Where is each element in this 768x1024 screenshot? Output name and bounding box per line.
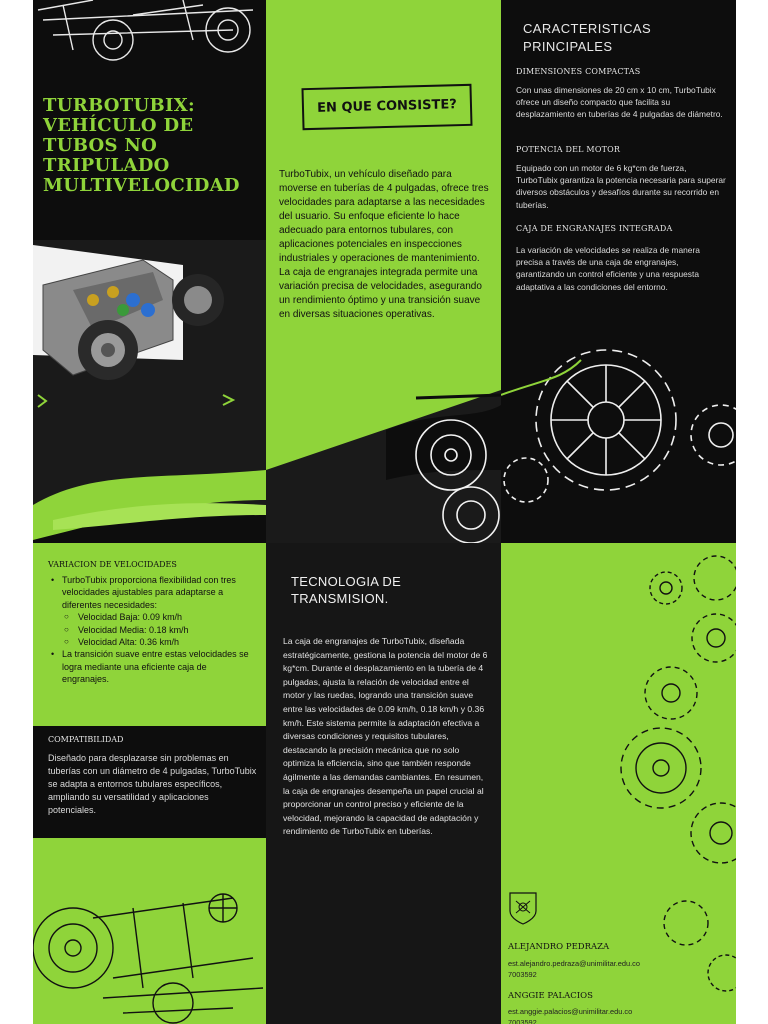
author-code: 7003592 (508, 970, 537, 979)
cover-title: TURBOTUBIX: VEHÍCULO DE TUBOS NO TRIPULADO MULTIVELOCIDAD (43, 95, 240, 196)
author-email: est.alejandro.pedraza@unimilitar.edu.co (508, 959, 640, 968)
caracteristicas-panel (501, 0, 736, 543)
list-item: ○ Velocidad Baja: 0.09 km/h (50, 611, 255, 623)
list-item: ○ Velocidad Alta: 0.36 km/h (50, 636, 255, 648)
cover-panel (33, 0, 266, 543)
cover-illustration (33, 0, 266, 543)
consiste-body: TurboTubix, un vehículo diseñado para moverse en tuberías de 4 pulgadas, ofrece tres velocidades para adaptarse a las necesidades del usuario. Su enfoque eficiente lo hace adecuado para entornos tubulares, con aplicaciones potenciales en inspecciones industriales y operaciones de mantenimiento. La caja de engranajes integrada permite una variación precisa de velocidades, asegurando un rendimiento óptimo y una transición suave en diversas situaciones operativas. (279, 169, 489, 320)
consiste-panel (266, 0, 501, 543)
velocidades-heading: VARIACION DE VELOCIDADES (48, 560, 177, 569)
compatibilidad-heading: COMPATIBILIDAD (48, 735, 124, 744)
feature-text-caja: La variación de velocidades se realiza de manera precisa a través de una caja de engranajes, garantizando un control eficiente y una respuesta adaptativa a las condiciones del entorno. (516, 245, 700, 292)
consiste-heading-box (301, 84, 472, 130)
autores-panel (501, 543, 736, 1024)
tecnologia-title: TECNOLOGIA DE TRANSMISION. (291, 574, 402, 606)
feature-text-motor: Equipado con un motor de 6 kg*cm de fuerza, TurboTubix garantiza la potencia necesaria para superar diversos obstáculos y desafíos durante su recorrido en tuberías. (516, 163, 726, 210)
list-item: • La transición suave entre estas velocidades se logra mediante una eficiente caja de engranajes. (50, 648, 255, 685)
tecnologia-panel (266, 543, 501, 1024)
feature-heading-motor: POTENCIA DEL MOTOR (516, 145, 621, 154)
compatibilidad-box (33, 726, 266, 838)
caracteristicas-title: CARACTERISTICAS PRINCIPALES (523, 21, 652, 54)
compatibilidad-text: Diseñado para desplazarse sin problemas en tuberías con un diámetro de 4 pulgadas, TurboTubix se adapta a entornos tubulares específicos, ampliando su versatilidad y aplicaciones potenciales. (48, 753, 257, 815)
velocidades-panel (33, 543, 266, 1024)
list-item: ○ Velocidad Media: 0.18 km/h (50, 624, 255, 636)
feature-heading-dimensiones: DIMENSIONES COMPACTAS (516, 67, 641, 76)
university-seal-icon (508, 891, 538, 925)
feature-heading-caja: CAJA DE ENGRANAJES INTEGRADA (516, 224, 673, 233)
tecnologia-body: La caja de engranajes de TurboTubix, diseñada estratégicamente, gestiona la potencia del motor de 6 kg*cm. Durante el desplazamiento en la tubería de 4 pulgadas, ajusta la relación de velocidad entre el motor y las ruedas, logrando una transición suave entre las velocidades de 0.09 km/h, 0.18 km/h y 0.36 km/h. Este sistema permite la adaptación efectiva a diversas condiciones y requisitos tubulares, destacando la precisión mecánica que no solo optimiza la eficiencia, sino que también responde ágilmente a las demandas cambiantes. En resumen, la caja de engranajes desempeña un papel crucial al proporcionar un control preciso y eficiente de la velocidad, mejorando la capacidad de adaptación y rendimiento de TurboTubix en tuberías. (283, 636, 488, 837)
list-item: • TurboTubix proporciona flexibilidad con tres velocidades ajustables para adaptarse a diferentes necesidades: (50, 574, 255, 611)
author-code: 7003592 (508, 1018, 537, 1024)
feature-text-dimensiones: Con unas dimensiones de 20 cm x 10 cm, TurboTubix ofrece un diseño compacto que facilita su desplazamiento en tuberías de 4 pulgadas de diámetro. (516, 85, 723, 120)
author-email: est.anggie.palacios@unimilitar.edu.co (508, 1007, 633, 1016)
author-name: ANGGIE PALACIOS (508, 991, 593, 1001)
consiste-heading: EN QUE CONSISTE? (317, 97, 457, 116)
author-name: ALEJANDRO PEDRAZA (508, 942, 610, 952)
velocidades-list (50, 574, 255, 686)
vehicle-sketch-illustration (33, 838, 266, 1024)
